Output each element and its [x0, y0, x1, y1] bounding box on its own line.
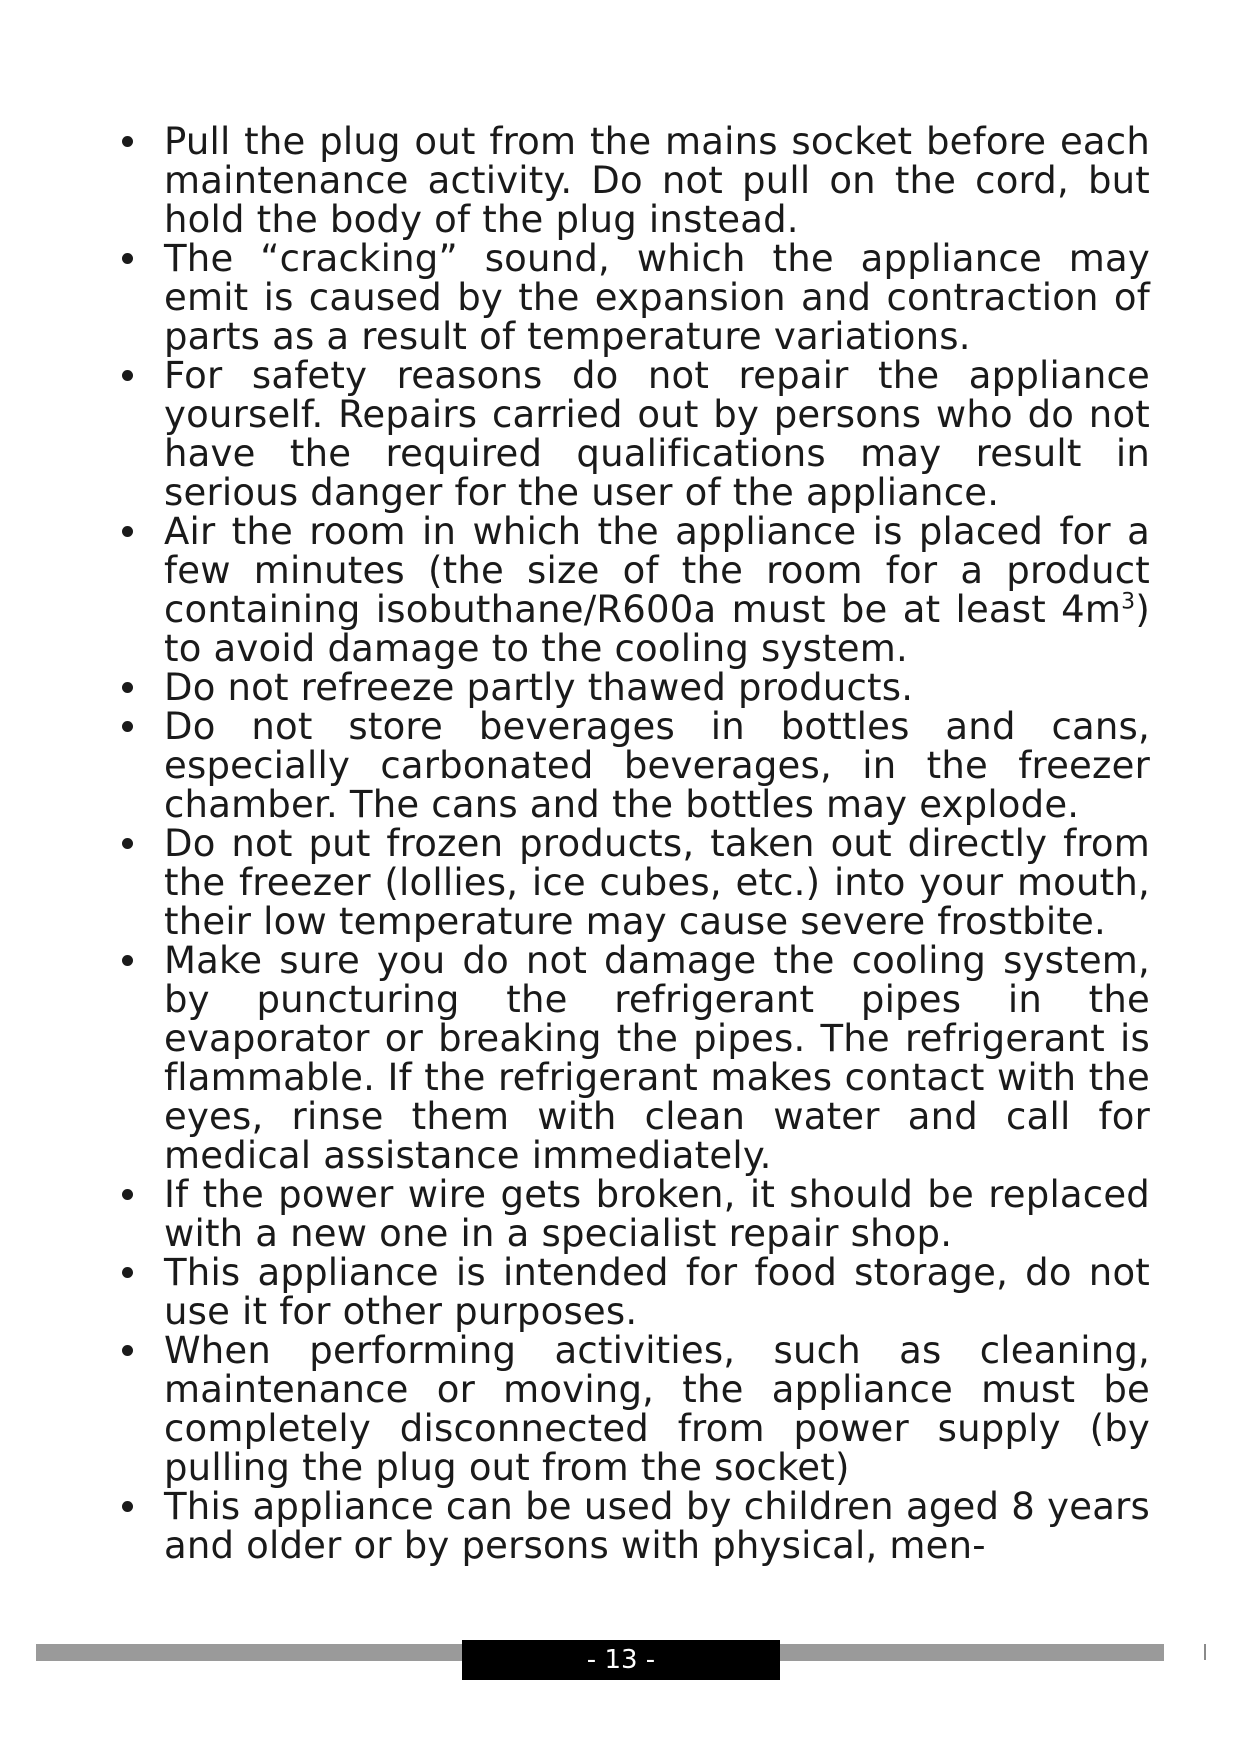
page-number: - 13 - — [462, 1640, 780, 1680]
bullet-icon — [122, 1189, 133, 1200]
list-item-text: The “cracking” sound, which the appliance may emit is caused by the expansion and contraction of parts as a result of temperature variations. — [164, 237, 1150, 358]
list-item — [110, 824, 1150, 941]
list-item — [110, 1175, 1150, 1253]
list-item-text: Do not store beverages in bottles and cans, especially carbonated beverages, in the freezer chamber. The cans and the bottles may explode. — [164, 705, 1150, 826]
list-item — [110, 122, 1150, 239]
bullet-icon — [122, 1345, 133, 1356]
list-item — [110, 1253, 1150, 1331]
bullet-icon — [122, 253, 133, 264]
list-item-text: If the power wire gets broken, it should be replaced with a new one in a specialist repair shop. — [164, 1173, 1150, 1255]
text-before-superscript: Air the room in which the appliance is placed for a few minutes (the size of the room for a product containing isobuthane/R600a must be at least 4m — [164, 510, 1150, 631]
bullet-icon — [122, 1501, 133, 1512]
list-item-text: Do not refreeze partly thawed products. — [164, 666, 914, 709]
bullet-icon — [122, 370, 133, 381]
list-item-text: Make sure you do not damage the cooling system, by puncturing the refrigerant pipes in the evaporator or breaking the pipes. The refrigerant is flammable. If the refrigerant makes contact with the eyes, rinse them with clean water and call for medical assistance immediately. — [164, 939, 1150, 1177]
list-item — [110, 668, 1150, 707]
list-item-text: Pull the plug out from the mains socket before each maintenance activity. Do not pull on the cord, but hold the body of the plug instead. — [164, 120, 1150, 241]
safety-bullet-list — [110, 122, 1150, 1565]
bullet-icon — [122, 838, 133, 849]
list-item-text: For safety reasons do not repair the appliance yourself. Repairs carried out by persons who do not have the required qualifications may result in serious danger for the user of the appliance. — [164, 354, 1150, 514]
list-item-text: This appliance can be used by children aged 8 years and older or by persons with physical, men- — [164, 1485, 1150, 1567]
list-item — [110, 1331, 1150, 1487]
list-item — [110, 941, 1150, 1175]
list-item — [110, 356, 1150, 512]
list-item-text: Do not put frozen products, taken out directly from the freezer (lollies, ice cubes, etc.) into your mouth, their low temperature may cause severe frostbite. — [164, 822, 1150, 943]
list-item — [110, 239, 1150, 356]
list-item-text — [164, 512, 1150, 668]
list-item — [110, 707, 1150, 824]
edge-mark — [1204, 1644, 1206, 1660]
bullet-icon — [122, 136, 133, 147]
bullet-icon — [122, 526, 133, 537]
text-after-superscript: ) to avoid damage to the cooling system. — [164, 588, 1150, 670]
list-item — [110, 1487, 1150, 1565]
bullet-icon — [122, 721, 133, 732]
list-item — [110, 512, 1150, 668]
bullet-icon — [122, 1267, 133, 1278]
list-item-text: This appliance is intended for food storage, do not use it for other purposes. — [164, 1251, 1150, 1333]
bullet-icon — [122, 682, 133, 693]
bullet-icon — [122, 955, 133, 966]
list-item-text: When performing activities, such as cleaning, maintenance or moving, the appliance must be completely disconnected from power supply (by pulling the plug out from the socket) — [164, 1329, 1150, 1489]
superscript: 3 — [1121, 589, 1136, 615]
